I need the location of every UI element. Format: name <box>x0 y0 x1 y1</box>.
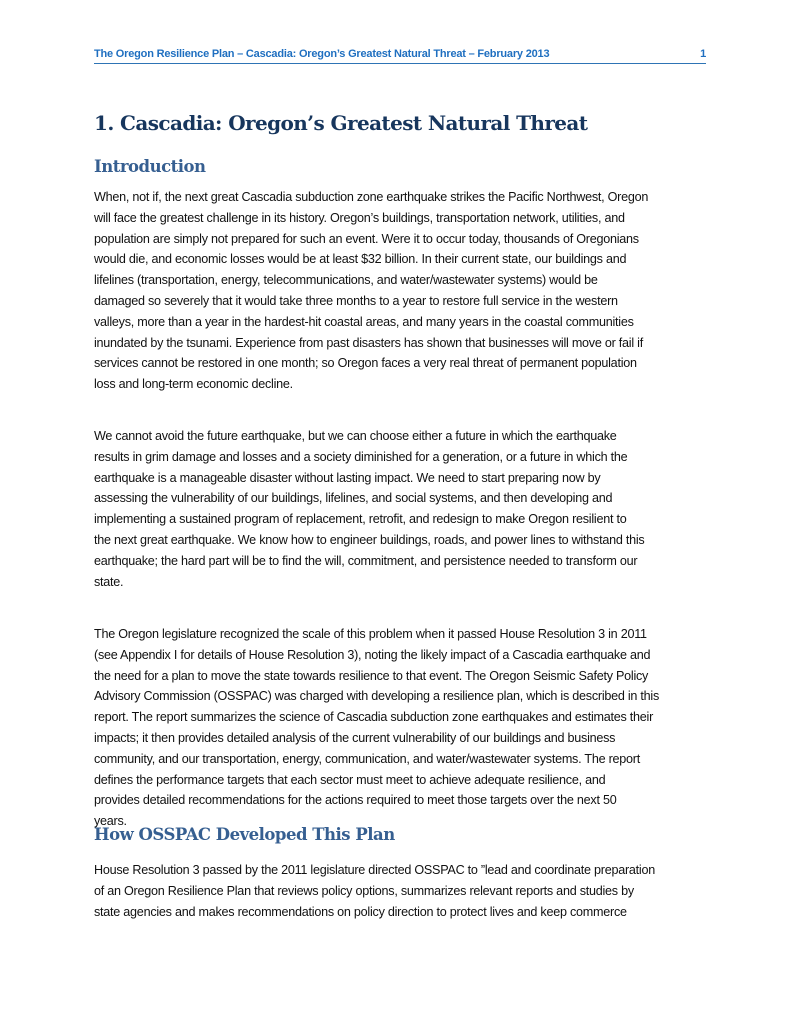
text-line: of an Oregon Resilience Plan that reviews policy options, summarizes relevant reports and studies by <box>94 883 634 898</box>
running-title: The Oregon Resilience Plan – Cascadia: Oregon’s Greatest Natural Threat – February 2013 <box>94 48 550 60</box>
text-line: years. <box>94 814 127 829</box>
paragraph <box>94 624 714 832</box>
text-line: population are simply not prepared for such an event. Were it to occur today, thousands of Oregonians <box>94 231 639 246</box>
running-header <box>94 48 706 64</box>
text-line: community, and our transportation, energy, communication, and water/wastewater systems. The report <box>94 751 640 766</box>
text-line: lifelines (transportation, energy, telecommunications, and water/wastewater systems) would be <box>94 273 598 288</box>
text-line: state agencies and makes recommendations on policy direction to protect lives and keep commerce <box>94 904 627 919</box>
text-line: We cannot avoid the future earthquake, but we can choose either a future in which the earthquake <box>94 429 617 443</box>
text-line: The Oregon legislature recognized the scale of this problem when it passed House Resolution 3 in 2011 <box>94 627 647 641</box>
text-line: damaged so severely that it would take three months to a year to restore full service in the western <box>94 293 618 308</box>
chapter-title: 1. Cascadia: Oregon’s Greatest Natural Threat <box>94 111 588 135</box>
text-line: implementing a sustained program of replacement, retrofit, and redesign to make Oregon resilient to <box>94 512 627 527</box>
text-line: state. <box>94 574 124 589</box>
text-line: the need for a plan to move the state towards resilience to that event. The Oregon Seismic Safety Policy <box>94 668 649 683</box>
paragraph <box>94 860 714 922</box>
text-line: impacts; it then provides detailed analysis of the current vulnerability of our buildings and business <box>94 730 616 745</box>
section-heading-introduction: Introduction <box>94 157 206 176</box>
text-line: results in grim damage and losses and a society diminished for a generation, or a future in which the <box>94 449 628 464</box>
text-line: earthquake is a manageable disaster without lasting impact. We need to start preparing now by <box>94 470 601 485</box>
text-line: assessing the vulnerability of our buildings, lifelines, and social systems, and then developing and <box>94 491 613 506</box>
text-line: Advisory Commission (OSSPAC) was charged with developing a resilience plan, which is described in this <box>94 689 660 704</box>
text-line: provides detailed recommendations for the actions required to meet those targets over the next 50 <box>94 793 617 808</box>
text-line: loss and long-term economic decline. <box>94 377 293 392</box>
text-line: When, not if, the next great Cascadia subduction zone earthquake strikes the Pacific Northwest, Oregon <box>94 190 649 204</box>
text-line: report. The report summarizes the science of Cascadia subduction zone earthquakes and estimates their <box>94 710 654 725</box>
text-line: would die, and economic losses would be at least $32 billion. In their current state, our buildings and <box>94 252 627 267</box>
section-heading-how-osspac: How OSSPAC Developed This Plan <box>94 825 395 844</box>
text-line: the next great earthquake. We know how to engineer buildings, roads, and power lines to withstand this <box>94 532 645 547</box>
text-line: inundated by the tsunami. Experience from past disasters has shown that businesses will move or fail if <box>94 335 643 350</box>
text-line: will face the greatest challenge in its history. Oregon’s buildings, transportation network, utilities, and <box>94 210 625 225</box>
text-line: services cannot be restored in one month; so Oregon faces a very real threat of permanent population <box>94 356 637 371</box>
page-number: 1 <box>700 48 706 60</box>
text-line: House Resolution 3 passed by the 2011 legislature directed OSSPAC to ”lead and coordinate preparation <box>94 863 655 877</box>
text-line: valleys, more than a year in the hardest-hit coastal areas, and many years in the coastal communities <box>94 314 634 329</box>
text-line: defines the performance targets that each sector must meet to achieve adequate resilience, and <box>94 772 606 787</box>
text-line: (see Appendix I for details of House Resolution 3), noting the likely impact of a Cascadia earthquake and <box>94 647 651 662</box>
text-line: earthquake; the hard part will be to find the will, commitment, and persistence needed to transform our <box>94 553 638 568</box>
paragraph <box>94 426 714 592</box>
paragraph <box>94 187 714 395</box>
